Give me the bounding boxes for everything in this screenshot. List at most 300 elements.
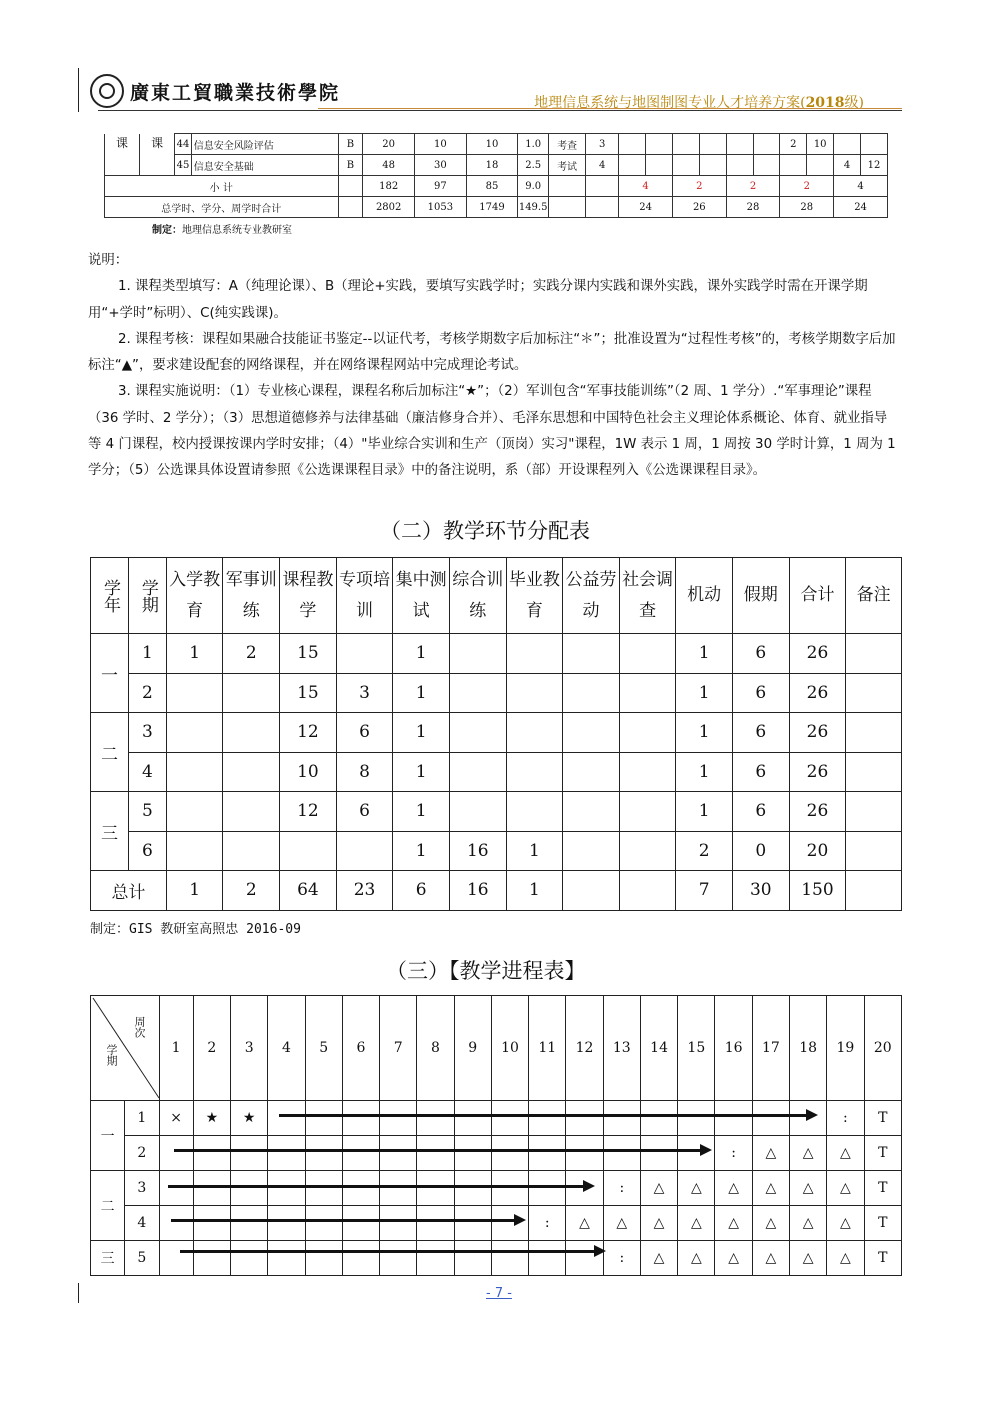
week-cell: △: [827, 1241, 864, 1276]
total-value: 150: [789, 871, 846, 911]
allocation-row: [91, 634, 902, 674]
value-cell: 26: [789, 752, 846, 792]
total-label: 总计: [91, 871, 167, 911]
value-cell: [619, 634, 676, 674]
total-value: [619, 871, 676, 911]
progress-row: [91, 1101, 902, 1136]
value-cell: [223, 713, 280, 753]
progress-arrow: [171, 1219, 516, 1222]
value-cell: [563, 713, 620, 753]
course-theory: 10: [415, 134, 467, 155]
week-cell: △: [752, 1171, 789, 1206]
week-cell: [753, 155, 780, 176]
subtotal-weekly: 4: [834, 176, 888, 197]
week-cell: [268, 1101, 305, 1136]
course-sem: 4: [586, 155, 619, 176]
course-no: 45: [175, 155, 192, 176]
value-cell: 1: [393, 673, 450, 713]
value-cell: [506, 673, 563, 713]
week-cell: [860, 134, 887, 155]
grand-total-label: 总学时、学分、周学时合计: [105, 197, 339, 218]
corner-cell: [91, 996, 160, 1101]
course-total: 20: [363, 134, 415, 155]
week-header: 20: [864, 996, 901, 1101]
week-cell: [529, 1101, 566, 1136]
week-cell: T: [864, 1101, 901, 1136]
week-header: 15: [678, 996, 715, 1101]
header-rule: [98, 110, 902, 111]
progress-table: [90, 995, 902, 1276]
week-cell: 2: [780, 134, 807, 155]
value-cell: 12: [280, 792, 337, 832]
grand-total-practice: 1749: [466, 197, 518, 218]
week-cell: [268, 1206, 305, 1241]
week-cell: :: [603, 1241, 640, 1276]
table-row: [105, 134, 888, 155]
category-cell: 课: [105, 134, 140, 176]
header-cell: 入学教育: [166, 558, 223, 634]
progress-arrow: [279, 1114, 808, 1117]
value-cell: [449, 634, 506, 674]
category-cell: 课: [140, 134, 175, 176]
value-cell: [223, 792, 280, 832]
maker-name: 地理信息系统专业教研室: [182, 225, 292, 236]
week-header: 8: [417, 996, 454, 1101]
progress-header-row: [91, 996, 902, 1101]
margin-mark-bottom: [78, 1283, 79, 1303]
table-row: [105, 155, 888, 176]
week-header: 16: [715, 996, 752, 1101]
value-cell: 1: [676, 634, 733, 674]
week-cell: △: [827, 1136, 864, 1171]
week-cell: △: [752, 1241, 789, 1276]
week-cell: [566, 1136, 603, 1171]
value-cell: [223, 673, 280, 713]
plan-year: 2018: [805, 95, 845, 111]
plan-title-suffix: 级): [844, 95, 864, 111]
value-cell: 6: [732, 713, 789, 753]
progress-row: [91, 1206, 902, 1241]
week-header: 11: [529, 996, 566, 1101]
week-cell: [159, 1171, 193, 1206]
week-cell: △: [715, 1171, 752, 1206]
value-cell: [563, 634, 620, 674]
week-cell: △: [566, 1206, 603, 1241]
header-cell: 假期: [732, 558, 789, 634]
year-cell: 一: [91, 1101, 125, 1171]
week-cell: [380, 1241, 417, 1276]
week-cell: T: [864, 1136, 901, 1171]
header-cell: 课程教学: [280, 558, 337, 634]
progress-row: [91, 1171, 902, 1206]
value-cell: [223, 831, 280, 871]
week-cell: [529, 1136, 566, 1171]
week-cell: T: [864, 1206, 901, 1241]
value-cell: 26: [789, 792, 846, 832]
week-cell: [305, 1241, 342, 1276]
year-cell: 二: [91, 713, 129, 792]
header-cell: 社会调查: [619, 558, 676, 634]
value-cell: [846, 792, 902, 832]
progress-arrow: [168, 1185, 585, 1188]
value-cell: 3: [336, 673, 393, 713]
value-cell: 16: [449, 831, 506, 871]
week-cell: [380, 1206, 417, 1241]
subtotal-row: [105, 176, 888, 197]
progress-row: [91, 1136, 902, 1171]
term-cell: 3: [128, 713, 166, 753]
week-cell: [699, 155, 726, 176]
week-header: 5: [305, 996, 342, 1101]
value-cell: 6: [336, 713, 393, 753]
course-name: 信息安全风险评估: [191, 134, 338, 155]
week-cell: [752, 1101, 789, 1136]
value-cell: 15: [280, 634, 337, 674]
week-cell: △: [715, 1241, 752, 1276]
week-cell: [342, 1241, 379, 1276]
value-cell: [166, 713, 223, 753]
grand-total-theory: 1053: [415, 197, 467, 218]
week-cell: :: [827, 1101, 864, 1136]
term-cell: 5: [128, 792, 166, 832]
term-cell: 4: [128, 752, 166, 792]
week-cell: [807, 155, 834, 176]
week-cell: [672, 155, 699, 176]
year-cell: 三: [91, 792, 129, 871]
week-cell: [454, 1241, 491, 1276]
grand-total-row: [105, 197, 888, 218]
value-cell: [506, 634, 563, 674]
course-theory: 30: [415, 155, 467, 176]
progress-row: [91, 1241, 902, 1276]
value-cell: 1: [393, 792, 450, 832]
header-cell: 集中测试: [393, 558, 450, 634]
value-cell: [166, 752, 223, 792]
corner-term-label: 学期: [105, 1044, 118, 1066]
course-exam: 考查: [548, 134, 585, 155]
week-cell: △: [752, 1136, 789, 1171]
week-cell: [305, 1136, 342, 1171]
total-value: 6: [393, 871, 450, 911]
header-cell: 军事训练: [223, 558, 280, 634]
progress-title: （三）【教学进程表】: [386, 959, 586, 983]
week-cell: [491, 1101, 528, 1136]
week-cell: [193, 1241, 230, 1276]
week-cell: [834, 134, 861, 155]
term-cell: 2: [125, 1136, 159, 1171]
value-cell: 1: [393, 831, 450, 871]
header-cell: 机动: [676, 558, 733, 634]
subtotal-weekly: 2: [780, 176, 834, 197]
week-cell: [417, 1101, 454, 1136]
note-item: 3. 课程实施说明：（1）专业核心课程，课程名称后加标注“★”；（2）军训包含“军事技能训练”（2 周、1 学分）.“军事理论”课程（36 学时、2 学分）；（3）思想道德修养与法律基础（廉洁修身合并）、毛泽东思想和中国特色社会主义理论体系概论、体育、就业指导等 4 门课程，校内授课按课内学时安排；（4）"毕业综合实训和生产（顶岗）实习"课程，1W 表示 1 周，1 周按 30 学时计算，1 周为 1 学分；（5）公选课具体设置请参照《公选课课程目录》中的备注说明，系（部）开设课程列入《公选课课程目录》。: [88, 384, 896, 479]
week-header: 4: [268, 996, 305, 1101]
allocation-row: [91, 831, 902, 871]
value-cell: [619, 752, 676, 792]
value-cell: [846, 752, 902, 792]
week-cell: [342, 1136, 379, 1171]
week-cell: [640, 1101, 677, 1136]
week-cell: [619, 134, 646, 155]
value-cell: 1: [393, 713, 450, 753]
week-cell: :: [603, 1171, 640, 1206]
week-cell: [646, 134, 673, 155]
total-value: 30: [732, 871, 789, 911]
week-cell: △: [752, 1206, 789, 1241]
school-emblem-icon: [90, 74, 124, 108]
corner-diagonal: [91, 996, 159, 1100]
week-cell: :: [529, 1206, 566, 1241]
value-cell: 2: [676, 831, 733, 871]
allocation-row: [91, 673, 902, 713]
week-cell: [491, 1171, 528, 1206]
week-cell: [454, 1206, 491, 1241]
total-value: 7: [676, 871, 733, 911]
subtotal-weekly: 4: [619, 176, 673, 197]
total-value: [846, 871, 902, 911]
week-cell: △: [678, 1171, 715, 1206]
week-header: 13: [603, 996, 640, 1101]
value-cell: [619, 673, 676, 713]
week-cell: △: [790, 1171, 827, 1206]
plan-title: [534, 92, 864, 112]
value-cell: [619, 792, 676, 832]
week-cell: [780, 155, 807, 176]
value-cell: 12: [280, 713, 337, 753]
notes-heading: 说明：: [88, 253, 129, 268]
value-cell: 1: [676, 713, 733, 753]
value-cell: [619, 713, 676, 753]
header-cell: 学年: [91, 558, 129, 634]
week-header: 14: [640, 996, 677, 1101]
value-cell: 6: [732, 752, 789, 792]
value-cell: [506, 752, 563, 792]
header-cell: 合计: [789, 558, 846, 634]
value-cell: 20: [789, 831, 846, 871]
value-cell: [280, 831, 337, 871]
week-cell: [193, 1206, 230, 1241]
week-cell: [231, 1136, 268, 1171]
course-exam: 考试: [548, 155, 585, 176]
week-header: 3: [231, 996, 268, 1101]
value-cell: [619, 831, 676, 871]
week-cell: [268, 1241, 305, 1276]
maker-prefix: 制定：: [152, 225, 182, 236]
week-cell: ★: [193, 1101, 230, 1136]
value-cell: 1: [393, 752, 450, 792]
week-header: 6: [342, 996, 379, 1101]
week-cell: [231, 1206, 268, 1241]
week-cell: [454, 1101, 491, 1136]
week-cell: [454, 1171, 491, 1206]
header-cell: 公益劳动: [563, 558, 620, 634]
week-cell: △: [790, 1136, 827, 1171]
value-cell: 1: [393, 634, 450, 674]
course-practice: 18: [466, 155, 518, 176]
notes-section: [88, 248, 898, 485]
value-cell: [449, 792, 506, 832]
value-cell: [506, 713, 563, 753]
term-cell: 2: [128, 673, 166, 713]
allocation-credit: 制定：GIS 教研室高照忠 2016-09: [90, 922, 301, 937]
week-cell: [603, 1136, 640, 1171]
term-cell: 5: [125, 1241, 159, 1276]
week-cell: [619, 155, 646, 176]
week-cell: [417, 1136, 454, 1171]
value-cell: [563, 792, 620, 832]
week-cell: [380, 1101, 417, 1136]
week-cell: 12: [860, 155, 887, 176]
value-cell: 6: [732, 673, 789, 713]
course-table: [104, 133, 888, 218]
grand-total-weekly: 24: [619, 197, 673, 218]
week-cell: △: [790, 1241, 827, 1276]
value-cell: 15: [280, 673, 337, 713]
week-cell: [305, 1206, 342, 1241]
week-cell: [646, 155, 673, 176]
plan-title-prefix: 地理信息系统与地图制图专业人才培养方案(: [534, 95, 806, 111]
term-cell: 1: [128, 634, 166, 674]
total-value: [563, 871, 620, 911]
week-cell: △: [640, 1206, 677, 1241]
week-header: 1: [159, 996, 193, 1101]
week-cell: [715, 1101, 752, 1136]
week-cell: T: [864, 1171, 901, 1206]
value-cell: [336, 634, 393, 674]
header-cell: 专项培训: [336, 558, 393, 634]
total-value: 1: [166, 871, 223, 911]
value-cell: [846, 713, 902, 753]
header-cell: 毕业教育: [506, 558, 563, 634]
course-no: 44: [175, 134, 192, 155]
total-value: 64: [280, 871, 337, 911]
value-cell: 6: [732, 634, 789, 674]
term-cell: 6: [128, 831, 166, 871]
grand-total-weekly: 28: [780, 197, 834, 218]
value-cell: [449, 673, 506, 713]
week-cell: [753, 134, 780, 155]
term-cell: 1: [125, 1101, 159, 1136]
year-cell: 二: [91, 1171, 125, 1241]
total-value: 23: [336, 871, 393, 911]
course-type: B: [338, 134, 363, 155]
value-cell: [563, 831, 620, 871]
grand-total-total: 2802: [363, 197, 415, 218]
week-cell: [159, 1206, 193, 1241]
week-cell: [417, 1206, 454, 1241]
course-total: 48: [363, 155, 415, 176]
term-cell: 3: [125, 1171, 159, 1206]
week-cell: 10: [807, 134, 834, 155]
week-cell: [380, 1136, 417, 1171]
value-cell: 8: [336, 752, 393, 792]
week-cell: [726, 155, 753, 176]
subtotal-credit: 9.0: [518, 176, 549, 197]
allocation-row: [91, 713, 902, 753]
value-cell: 1: [676, 673, 733, 713]
week-cell: [529, 1241, 566, 1276]
week-cell: [193, 1171, 230, 1206]
course-name: 信息安全基础: [191, 155, 338, 176]
week-header: 17: [752, 996, 789, 1101]
subtotal-weekly: 2: [672, 176, 726, 197]
subtotal-practice: 85: [466, 176, 518, 197]
week-cell: [491, 1241, 528, 1276]
school-name: 廣東工貿職業技術學院: [130, 81, 341, 104]
week-cell: T: [864, 1241, 901, 1276]
total-value: 1: [506, 871, 563, 911]
value-cell: [223, 752, 280, 792]
week-cell: [305, 1171, 342, 1206]
week-cell: [231, 1171, 268, 1206]
week-cell: :: [715, 1136, 752, 1171]
value-cell: [166, 792, 223, 832]
grand-total-weekly: 28: [726, 197, 780, 218]
value-cell: 1: [676, 752, 733, 792]
margin-mark-top: [78, 68, 79, 112]
grand-total-credit: 149.5: [518, 197, 549, 218]
week-cell: [342, 1206, 379, 1241]
allocation-table: [90, 557, 902, 911]
week-cell: △: [603, 1206, 640, 1241]
allocation-header-row: [91, 558, 902, 634]
value-cell: 10: [280, 752, 337, 792]
value-cell: 1: [166, 634, 223, 674]
week-cell: [193, 1136, 230, 1171]
subtotal-total: 182: [363, 176, 415, 197]
value-cell: 26: [789, 713, 846, 753]
week-cell: △: [640, 1241, 677, 1276]
value-cell: [563, 673, 620, 713]
week-cell: [268, 1171, 305, 1206]
week-cell: [305, 1101, 342, 1136]
value-cell: [336, 831, 393, 871]
week-cell: ★: [231, 1101, 268, 1136]
allocation-total-row: [91, 871, 902, 911]
value-cell: [166, 831, 223, 871]
week-cell: 4: [834, 155, 861, 176]
value-cell: 26: [789, 673, 846, 713]
value-cell: [166, 673, 223, 713]
progress-arrow: [180, 1250, 596, 1253]
page-number: - 7 -: [486, 1286, 512, 1301]
week-header: 12: [566, 996, 603, 1101]
year-cell: 三: [91, 1241, 125, 1276]
week-cell: ×: [159, 1101, 193, 1136]
value-cell: [846, 831, 902, 871]
week-header: 10: [491, 996, 528, 1101]
grand-total-weekly: 24: [834, 197, 888, 218]
value-cell: 1: [506, 831, 563, 871]
value-cell: [449, 752, 506, 792]
term-cell: 4: [125, 1206, 159, 1241]
week-cell: △: [678, 1206, 715, 1241]
value-cell: [563, 752, 620, 792]
week-cell: [726, 134, 753, 155]
week-cell: [417, 1171, 454, 1206]
corner-week-label: 周次: [133, 1016, 146, 1038]
allocation-title: （二）教学环节分配表: [380, 519, 590, 543]
allocation-row: [91, 792, 902, 832]
course-sem: 3: [586, 134, 619, 155]
week-header: 7: [380, 996, 417, 1101]
value-cell: [846, 634, 902, 674]
course-table-maker: [152, 221, 292, 236]
week-cell: [529, 1171, 566, 1206]
week-cell: △: [678, 1241, 715, 1276]
week-cell: △: [715, 1206, 752, 1241]
week-cell: [159, 1136, 193, 1171]
